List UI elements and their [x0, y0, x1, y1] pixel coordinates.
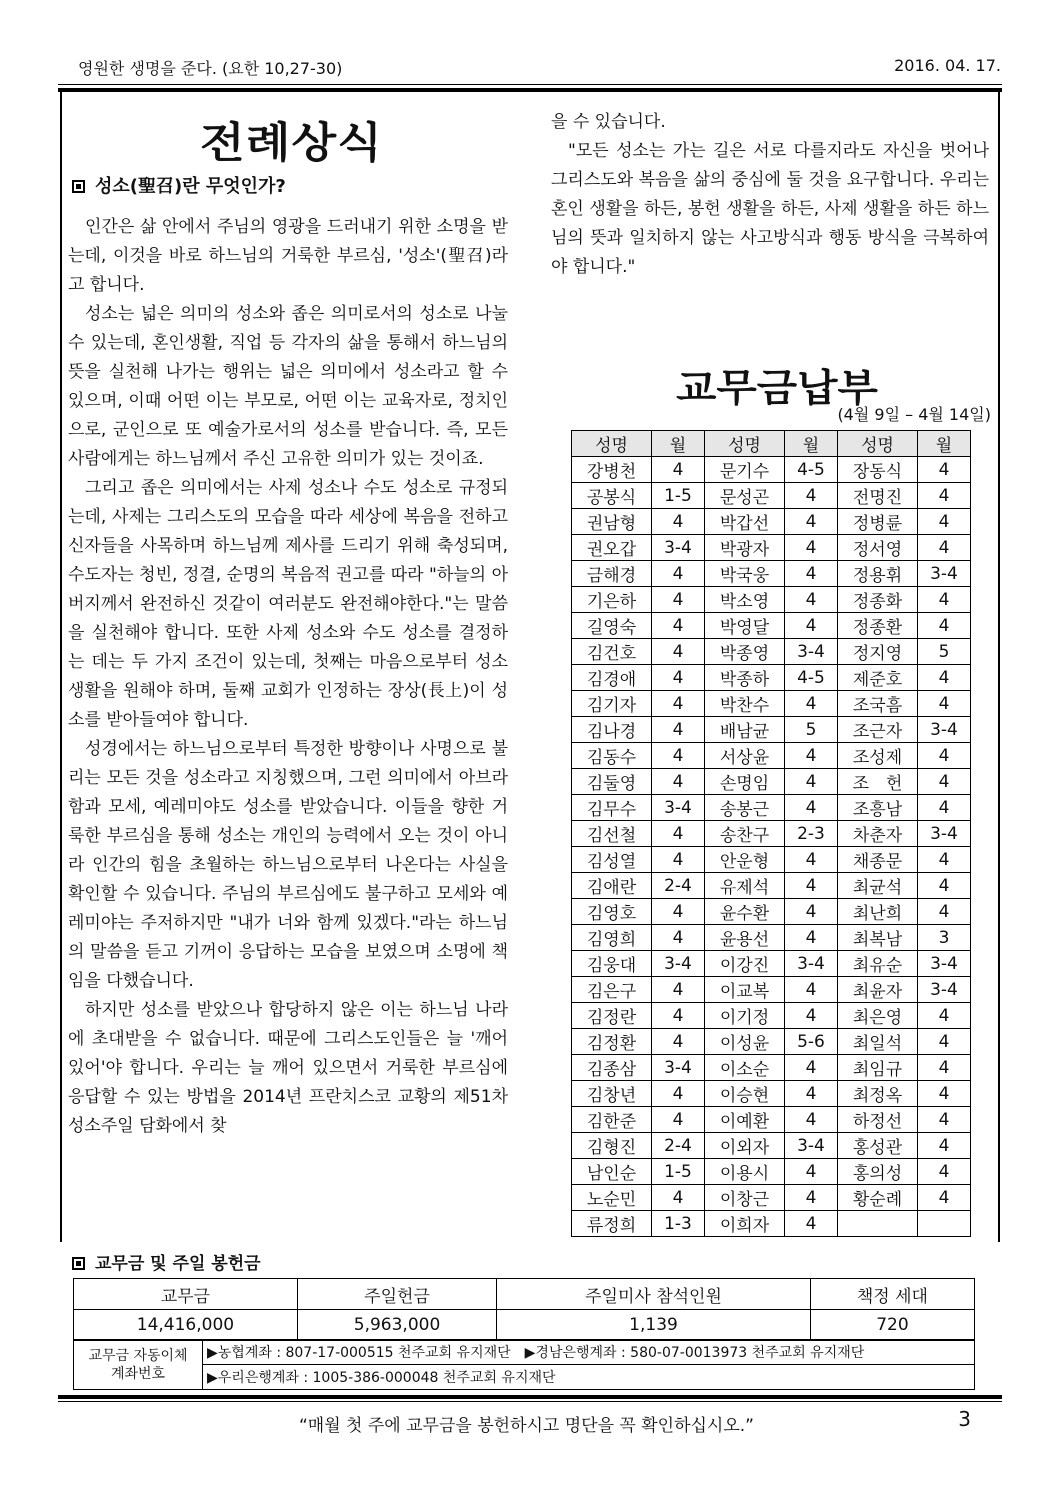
dues-row — [572, 691, 971, 717]
paid-months: 4 — [918, 457, 971, 483]
dues-row — [572, 1133, 971, 1159]
member-name: 김경애 — [572, 665, 652, 691]
summary-value: 1,139 — [497, 1310, 811, 1341]
paid-months: 4 — [785, 535, 838, 561]
dues-row — [572, 1159, 971, 1185]
vocation-heading — [72, 172, 286, 198]
paid-months: 4 — [785, 1081, 838, 1107]
paid-months: 4 — [918, 535, 971, 561]
dues-row — [572, 977, 971, 1003]
summary-header: 교무금 — [74, 1279, 298, 1310]
paid-months: 4 — [652, 587, 705, 613]
member-name: 정지영 — [838, 639, 918, 665]
paid-months: 4 — [652, 977, 705, 1003]
member-name: 박영달 — [705, 613, 785, 639]
paid-months: 3 — [918, 925, 971, 951]
paragraph: 성경에서는 하느님으로부터 특정한 방향이나 사명으로 불리는 모든 것을 성소라고 지칭했으며, 그런 의미에서 아브라함과 모세, 예레미야도 성소를 받았습니다. 이들을 향한 거룩한 부르심을 통해 성소는 개인의 능력에서 오는 것이 아니라 인간의 힘을 초월하는 하느님으로부터 나온다는 사실을 확인할 수 있습니다. 주님의 부르심에도 불구하고 모세와 예레미야는 주저하지만 "내가 너와 함께 있겠다."라는 하느님의 말씀을 듣고 기꺼이 응답하는 모습을 보였으며 소명에 책임을 다했습니다. — [68, 739, 508, 991]
paid-months: 4 — [652, 821, 705, 847]
member-name: 권오갑 — [572, 535, 652, 561]
member-name: 최균석 — [838, 873, 918, 899]
paid-months: 4-5 — [785, 457, 838, 483]
summary-value: 720 — [810, 1310, 974, 1341]
paid-months: 1-3 — [652, 1211, 705, 1237]
summary-value: 14,416,000 — [74, 1310, 298, 1341]
paid-months: 4 — [918, 1185, 971, 1211]
member-name: 김무수 — [572, 795, 652, 821]
member-name: 김한준 — [572, 1107, 652, 1133]
member-name: 조흥남 — [838, 795, 918, 821]
paid-months: 4 — [652, 1185, 705, 1211]
account-label — [74, 1340, 203, 1390]
dues-row — [572, 561, 971, 587]
account-line: ▶우리은행계좌 : 1005-386-000048 천주교회 유지재단 — [203, 1365, 975, 1390]
member-name: 이교복 — [705, 977, 785, 1003]
dues-row — [572, 795, 971, 821]
member-name: 조성제 — [838, 743, 918, 769]
member-name: 송찬구 — [705, 821, 785, 847]
member-name: 김영호 — [572, 899, 652, 925]
member-name: 김정환 — [572, 1029, 652, 1055]
paid-months: 4 — [785, 925, 838, 951]
member-name: 공봉식 — [572, 483, 652, 509]
paragraph: 하지만 성소를 받았으나 합당하지 않은 이는 하느님 나라에 초대받을 수 없습니다. 때문에 그리스도인들은 늘 '깨어 있어'야 합니다. 우리는 늘 깨어 있으면서 거룩한 부르심에 응답할 수 있는 방법을 2014년 프란치스코 교황의 제51차 성소주일 담화에서 찾 — [68, 1000, 508, 1136]
member-name: 조근자 — [838, 717, 918, 743]
member-name: 정병륜 — [838, 509, 918, 535]
footer-quote: “매월 첫 주에 교무금을 봉헌하시고 명단을 꼭 확인하십시오.” — [299, 1416, 754, 1436]
top-rule-thin — [58, 84, 1002, 85]
dues-row — [572, 1211, 971, 1237]
member-name: 조국흠 — [838, 691, 918, 717]
paid-months: 4 — [785, 509, 838, 535]
member-name: 홍의성 — [838, 1159, 918, 1185]
paid-months: 4 — [785, 769, 838, 795]
paid-months: 4 — [918, 769, 971, 795]
dues-table — [571, 430, 971, 1237]
member-name: 최임규 — [838, 1055, 918, 1081]
member-name: 문성곤 — [705, 483, 785, 509]
member-name: 최은영 — [838, 1003, 918, 1029]
dues-row — [572, 1107, 971, 1133]
paid-months: 4 — [785, 691, 838, 717]
paid-months: 4 — [785, 1003, 838, 1029]
paragraph-quote: "모든 성소는 가는 길은 서로 다를지라도 자신을 벗어나 그리스도와 복음을 삶의 중심에 둘 것을 요구합니다. 우리는 혼인 생활을 하든, 봉헌 생활을 하든, 사제 생활을 하든 하느님의 뜻과 일치하지 않는 사고방식과 행동 방식을 극복하여야 합니다." — [551, 141, 989, 277]
paragraph: 인간은 삶 안에서 주님의 영광을 드러내기 위한 소명을 받는데, 이것을 바로 하느님의 거룩한 부르심, '성소'(聖召)라고 합니다. — [68, 217, 508, 295]
member-name: 최일석 — [838, 1029, 918, 1055]
member-name: 문기수 — [705, 457, 785, 483]
paid-months: 4 — [785, 1159, 838, 1185]
paid-months: 4 — [918, 665, 971, 691]
dues-row — [572, 1055, 971, 1081]
dues-row — [572, 873, 971, 899]
member-name: 정서영 — [838, 535, 918, 561]
member-name: 최난희 — [838, 899, 918, 925]
member-name: 박광자 — [705, 535, 785, 561]
member-name: 최유순 — [838, 951, 918, 977]
paid-months: 3-4 — [785, 1133, 838, 1159]
member-name: 이창근 — [705, 1185, 785, 1211]
paid-months: 1-5 — [652, 1159, 705, 1185]
dues-row — [572, 847, 971, 873]
dues-title: 교무금납부 — [676, 366, 878, 410]
paid-months — [918, 1211, 971, 1237]
square-bullet-icon — [72, 1257, 85, 1270]
right-column-text — [551, 108, 989, 282]
paid-months: 4 — [652, 1081, 705, 1107]
vocation-heading-text: 성소(聖召)란 무엇인가? — [95, 176, 286, 197]
member-name: 이승현 — [705, 1081, 785, 1107]
summary-table — [73, 1278, 975, 1341]
paid-months: 3-4 — [918, 821, 971, 847]
paid-months: 4 — [785, 873, 838, 899]
member-name: 윤수환 — [705, 899, 785, 925]
paid-months: 4 — [652, 769, 705, 795]
paid-months: 4 — [652, 1029, 705, 1055]
paid-months: 5 — [785, 717, 838, 743]
member-name: 전명진 — [838, 483, 918, 509]
member-name: 서상윤 — [705, 743, 785, 769]
paid-months: 4 — [652, 925, 705, 951]
member-name: 박국웅 — [705, 561, 785, 587]
member-name: 김애란 — [572, 873, 652, 899]
liturgy-title: 전례상식 — [200, 118, 383, 167]
paid-months: 3-4 — [652, 795, 705, 821]
member-name: 안운형 — [705, 847, 785, 873]
frame-left-border — [60, 92, 62, 1242]
paid-months: 5-6 — [785, 1029, 838, 1055]
paid-months: 4 — [652, 509, 705, 535]
account-row — [74, 1365, 975, 1390]
member-name: 권남형 — [572, 509, 652, 535]
paid-months: 4 — [652, 847, 705, 873]
paid-months: 1-5 — [652, 483, 705, 509]
paid-months: 4 — [652, 717, 705, 743]
member-name: 김성열 — [572, 847, 652, 873]
paid-months: 4 — [652, 1003, 705, 1029]
paid-months: 4 — [785, 795, 838, 821]
paid-months: 4 — [785, 977, 838, 1003]
dues-row — [572, 717, 971, 743]
bottom-rule-thick — [58, 1395, 1002, 1399]
paid-months: 4 — [652, 743, 705, 769]
member-name: 이기정 — [705, 1003, 785, 1029]
member-name: 정종환 — [838, 613, 918, 639]
dues-row — [572, 925, 971, 951]
member-name: 이희자 — [705, 1211, 785, 1237]
paid-months: 4 — [918, 691, 971, 717]
dues-header-row — [572, 431, 971, 457]
dues-row — [572, 535, 971, 561]
paid-months: 4 — [785, 1107, 838, 1133]
dues-row — [572, 1185, 971, 1211]
member-name: 이성윤 — [705, 1029, 785, 1055]
member-name: 최정옥 — [838, 1081, 918, 1107]
bottom-rule-thin — [58, 1401, 1002, 1402]
member-name: 손명임 — [705, 769, 785, 795]
member-name: 김기자 — [572, 691, 652, 717]
dues-row — [572, 509, 971, 535]
paid-months: 4 — [918, 847, 971, 873]
header-month: 월 — [918, 431, 971, 457]
member-name: 정종화 — [838, 587, 918, 613]
paid-months: 3-4 — [785, 951, 838, 977]
account-table — [73, 1339, 975, 1390]
header-name: 성명 — [838, 431, 918, 457]
paid-months: 4 — [652, 665, 705, 691]
header-month: 월 — [652, 431, 705, 457]
member-name: 이예환 — [705, 1107, 785, 1133]
paid-months: 4 — [785, 613, 838, 639]
member-name: 송봉근 — [705, 795, 785, 821]
member-name: 최윤자 — [838, 977, 918, 1003]
paid-months: 4 — [918, 613, 971, 639]
member-name: 김형진 — [572, 1133, 652, 1159]
paid-months: 4 — [652, 899, 705, 925]
paid-months: 3-4 — [918, 561, 971, 587]
paid-months: 3-4 — [652, 951, 705, 977]
dues-body — [572, 457, 971, 1237]
dues-row — [572, 951, 971, 977]
dues-row — [572, 483, 971, 509]
paid-months: 4 — [652, 457, 705, 483]
header-month: 월 — [785, 431, 838, 457]
header-name: 성명 — [572, 431, 652, 457]
dues-row — [572, 743, 971, 769]
member-name: 조 헌 — [838, 769, 918, 795]
paid-months: 4 — [918, 587, 971, 613]
member-name: 윤용선 — [705, 925, 785, 951]
paid-months: 4 — [918, 1107, 971, 1133]
header-date: 2016. 04. 17. — [894, 56, 1001, 75]
paid-months: 4 — [785, 483, 838, 509]
member-name: 최복남 — [838, 925, 918, 951]
member-name: 남인순 — [572, 1159, 652, 1185]
dues-row — [572, 1081, 971, 1107]
header-name: 성명 — [705, 431, 785, 457]
member-name: 이소순 — [705, 1055, 785, 1081]
member-name: 차춘자 — [838, 821, 918, 847]
dues-row — [572, 821, 971, 847]
paid-months: 4 — [652, 1107, 705, 1133]
summary-heading-text: 교무금 및 주일 봉헌금 — [95, 1254, 261, 1274]
member-name: 류정희 — [572, 1211, 652, 1237]
paid-months: 3-4 — [785, 639, 838, 665]
summary-header-row — [74, 1279, 975, 1310]
member-name: 김건호 — [572, 639, 652, 665]
left-column-text — [68, 213, 508, 1141]
member-name: 금해경 — [572, 561, 652, 587]
summary-header: 주일헌금 — [297, 1279, 496, 1310]
summary-value-row — [74, 1310, 975, 1341]
dues-row — [572, 1003, 971, 1029]
paid-months: 4 — [918, 1055, 971, 1081]
member-name: 김은구 — [572, 977, 652, 1003]
dues-row — [572, 587, 971, 613]
account-label-line: 계좌번호 — [110, 1365, 166, 1382]
top-rule-thick — [58, 88, 1002, 92]
member-name: 제준호 — [838, 665, 918, 691]
dues-row — [572, 769, 971, 795]
paid-months: 4 — [918, 483, 971, 509]
member-name: 김선철 — [572, 821, 652, 847]
member-name: 김웅대 — [572, 951, 652, 977]
member-name: 김둘영 — [572, 769, 652, 795]
paid-months: 4 — [785, 743, 838, 769]
member-name: 배남균 — [705, 717, 785, 743]
paid-months: 4 — [918, 873, 971, 899]
summary-heading — [72, 1249, 261, 1274]
member-name: 김정란 — [572, 1003, 652, 1029]
square-bullet-icon — [72, 180, 85, 193]
member-name: 노순민 — [572, 1185, 652, 1211]
paid-months: 3-4 — [652, 535, 705, 561]
member-name: 이강진 — [705, 951, 785, 977]
paid-months: 2-3 — [785, 821, 838, 847]
paid-months: 3-4 — [918, 977, 971, 1003]
member-name: 김동수 — [572, 743, 652, 769]
paid-months: 4 — [918, 1081, 971, 1107]
paid-months: 4 — [918, 743, 971, 769]
paid-months: 4 — [785, 561, 838, 587]
member-name: 김나경 — [572, 717, 652, 743]
summary-value: 5,963,000 — [297, 1310, 496, 1341]
paid-months: 4 — [918, 899, 971, 925]
member-name: 박소영 — [705, 587, 785, 613]
member-name: 유제석 — [705, 873, 785, 899]
paid-months: 4 — [785, 1055, 838, 1081]
header-reading: 영원한 생명을 준다. (요한 10,27-30) — [78, 59, 343, 78]
paid-months: 4 — [918, 1029, 971, 1055]
member-name: 정용휘 — [838, 561, 918, 587]
member-name: 하정선 — [838, 1107, 918, 1133]
member-name: 박종하 — [705, 665, 785, 691]
member-name: 박갑선 — [705, 509, 785, 535]
paid-months: 2-4 — [652, 873, 705, 899]
member-name: 이외자 — [705, 1133, 785, 1159]
member-name: 김종삼 — [572, 1055, 652, 1081]
paid-months: 4 — [652, 561, 705, 587]
member-name: 홍성관 — [838, 1133, 918, 1159]
member-name: 채종문 — [838, 847, 918, 873]
paid-months: 5 — [918, 639, 971, 665]
summary-header: 주일미사 참석인원 — [497, 1279, 811, 1310]
paid-months: 4 — [918, 1159, 971, 1185]
paid-months: 4 — [785, 1185, 838, 1211]
dues-row — [572, 1029, 971, 1055]
paragraph: 성소는 넓은 의미의 성소와 좁은 의미로서의 성소로 나눌 수 있는데, 혼인생활, 직업 등 각자의 삶을 통해서 하느님의 뜻을 실천해 나가는 행위는 넓은 의미에서 성소라고 할 수 있으며, 이때 어떤 이는 부모로, 어떤 이는 교육자로, 정치인으로, 군인으로 또 예술가로서의 성소를 받습니다. 즉, 모든 사람에게는 하느님께서 주신 고유한 의미가 있는 것이죠. — [68, 304, 508, 469]
dues-row — [572, 639, 971, 665]
paid-months: 4 — [918, 1133, 971, 1159]
member-name: 길영숙 — [572, 613, 652, 639]
paid-months: 3-4 — [918, 951, 971, 977]
paragraph-continuation: 을 수 있습니다. — [551, 112, 666, 132]
member-name: 강병천 — [572, 457, 652, 483]
member-name: 장동식 — [838, 457, 918, 483]
page-number: 3 — [958, 1407, 971, 1431]
paid-months: 3-4 — [918, 717, 971, 743]
paid-months: 4 — [918, 795, 971, 821]
member-name: 기은하 — [572, 587, 652, 613]
paid-months: 4 — [785, 1211, 838, 1237]
account-line: ▶농협계좌 : 807-17-000515 천주교회 유지재단 ▶경남은행계좌 : 580-07-0013973 천주교회 유지재단 — [203, 1340, 975, 1365]
account-row — [74, 1340, 975, 1365]
dues-row — [572, 665, 971, 691]
paid-months: 4 — [652, 613, 705, 639]
member-name: 황순례 — [838, 1185, 918, 1211]
dues-row — [572, 899, 971, 925]
account-label-line: 교무금 자동이체 — [88, 1347, 188, 1364]
dues-period: (4월 9일 – 4월 14일) — [837, 405, 991, 424]
paid-months: 4 — [652, 639, 705, 665]
member-name: 김영희 — [572, 925, 652, 951]
paragraph: 그리고 좁은 의미에서는 사제 성소나 수도 성소로 규정되는데, 사제는 그리스도의 모습을 따라 세상에 복음을 전하고 신자들을 사목하며 하느님께 제사를 드리기 위해 축성되며, 수도자는 청빈, 정결, 순명의 복음적 권고를 따라 "하늘의 아버지께서 완전하신 것같이 여러분도 완전해야한다."는 말씀을 실천해야 합니다. 또한 사제 성소와 수도 성소를 결정하는 데는 두 가지 조건이 있는데, 첫째는 마음으로부터 성소 생활을 원해야 하며, 둘째 교회가 인정하는 장상(長上)이 성소를 받아들여야 합니다. — [68, 478, 508, 730]
member-name: 이용시 — [705, 1159, 785, 1185]
paid-months: 4 — [918, 1003, 971, 1029]
member-name: 박찬수 — [705, 691, 785, 717]
paid-months: 4 — [785, 899, 838, 925]
dues-row — [572, 613, 971, 639]
member-name: 박종영 — [705, 639, 785, 665]
paid-months: 4 — [785, 847, 838, 873]
paid-months: 4 — [918, 509, 971, 535]
frame-right-border — [998, 92, 1000, 1242]
paid-months: 2-4 — [652, 1133, 705, 1159]
member-name: 김창년 — [572, 1081, 652, 1107]
member-name — [838, 1211, 918, 1237]
paid-months: 4 — [652, 691, 705, 717]
dues-row — [572, 457, 971, 483]
paid-months: 4-5 — [785, 665, 838, 691]
paid-months: 3-4 — [652, 1055, 705, 1081]
paid-months: 4 — [785, 587, 838, 613]
summary-header: 책정 세대 — [810, 1279, 974, 1310]
